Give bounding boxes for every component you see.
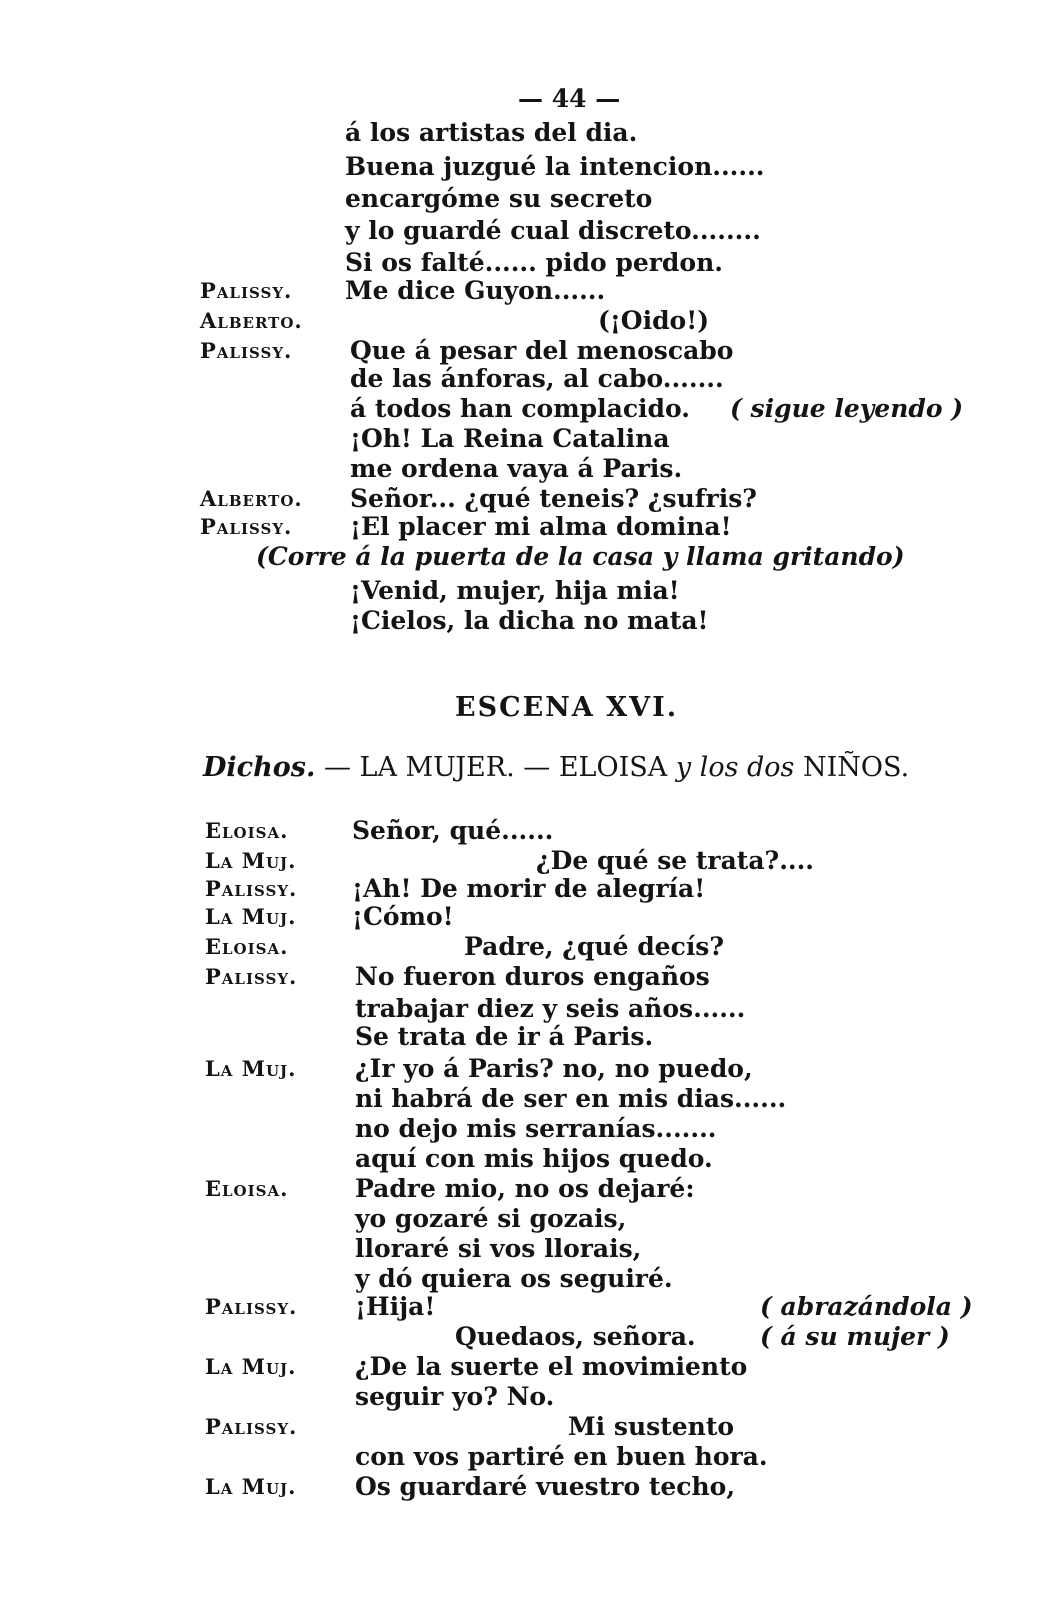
verse-line: á todos han complacido. [350, 394, 690, 423]
speaker-name: Palissy. [200, 514, 293, 539]
verse-line: seguir yo? No. [355, 1382, 555, 1411]
verse-line: ni habrá de ser en mis dias...... [355, 1084, 787, 1113]
speaker-name: Palissy. [200, 338, 293, 363]
speaker-name: Palissy. [200, 278, 293, 303]
verse-line: y dó quiera os seguiré. [355, 1264, 673, 1293]
verse-line: ¡Ah! De morir de alegría! [352, 874, 706, 903]
speaker-name: Eloisa. [205, 1176, 289, 1201]
speaker-name: Alberto. [200, 308, 303, 333]
verse-line: Si os falté...... pido perdon. [345, 248, 723, 277]
verse-line: trabajar diez y seis años...... [355, 994, 746, 1023]
speaker-name: La Muj. [205, 1474, 297, 1499]
speaker-name: La Muj. [205, 1056, 297, 1081]
verse-line: No fueron duros engaños [355, 962, 710, 991]
verse-line: ¡Cielos, la dicha no mata! [350, 606, 709, 635]
verse-line: á los artistas del dia. [345, 118, 638, 147]
speaker-name: Eloisa. [205, 934, 289, 959]
verse-line: ¡Hija! [355, 1292, 436, 1321]
stage-direction: ( á su mujer ) [760, 1322, 950, 1351]
verse-line: Me dice Guyon...... [345, 276, 606, 305]
verse-line: ¡Cómo! [352, 902, 454, 931]
speaker-name: Palissy. [205, 964, 298, 989]
verse-line: aquí con mis hijos quedo. [355, 1144, 713, 1173]
cast-dichos: Dichos. [203, 752, 316, 783]
stage-direction: ( sigue leyendo ) [730, 394, 964, 423]
stage-direction: ( abrazándola ) [760, 1292, 973, 1321]
speaker-name: Palissy. [205, 876, 298, 901]
verse-line: Mi sustento [568, 1412, 735, 1441]
verse-line: Señor, qué...... [352, 816, 554, 845]
verse-line: de las ánforas, al cabo....... [350, 364, 724, 393]
verse-line: yo gozaré si gozais, [355, 1204, 627, 1233]
verse-line: ¡Oh! La Reina Catalina [350, 424, 670, 453]
scene-heading: ESCENA XVI. [455, 692, 679, 723]
verse-line: (¡Oido!) [598, 306, 710, 335]
speaker-name: Eloisa. [205, 818, 289, 843]
cast-ninos: NIÑOS. [794, 752, 910, 783]
verse-line: ¿Ir yo á Paris? no, no puedo, [355, 1054, 753, 1083]
cast-main: — LA MUJER. — ELOISA [315, 752, 676, 783]
verse-line: Os guardaré vuestro techo, [355, 1472, 736, 1501]
verse-line: ¡El placer mi alma domina! [350, 512, 732, 541]
verse-line: ¡Venid, mujer, hija mia! [350, 576, 680, 605]
verse-line: Buena juzgué la intencion...... [345, 152, 765, 181]
verse-line: Se trata de ir á Paris. [355, 1022, 654, 1051]
verse-line: con vos partiré en buen hora. [355, 1442, 768, 1471]
speaker-name: La Muj. [205, 848, 297, 873]
verse-line: ¿De la suerte el movimiento [355, 1352, 748, 1381]
speaker-name: La Muj. [205, 1354, 297, 1379]
cast-connector: y los dos [675, 752, 795, 783]
verse-line: me ordena vaya á Paris. [350, 454, 683, 483]
verse-line: lloraré si vos llorais, [355, 1234, 642, 1263]
speaker-name: Alberto. [200, 486, 303, 511]
verse-line: no dejo mis serranías....... [355, 1114, 717, 1143]
speaker-name: La Muj. [205, 904, 297, 929]
verse-line: Que á pesar del menoscabo [350, 336, 734, 365]
verse-line: Padre mio, no os dejaré: [355, 1174, 695, 1203]
verse-line: y lo guardé cual discreto........ [345, 216, 761, 245]
page-number: — 44 — [518, 84, 621, 113]
verse-line: Señor... ¿qué teneis? ¿sufris? [350, 484, 757, 513]
verse-line: Quedaos, señora. [455, 1322, 696, 1351]
speaker-name: Palissy. [205, 1414, 298, 1439]
stage-direction: (Corre á la puerta de la casa y llama gritando) [256, 542, 905, 571]
verse-line: ¿De qué se trata?.... [536, 846, 815, 875]
speaker-name: Palissy. [205, 1294, 298, 1319]
cast-list [203, 752, 909, 783]
verse-line: Padre, ¿qué decís? [464, 932, 725, 961]
verse-line: encargóme su secreto [345, 184, 653, 213]
